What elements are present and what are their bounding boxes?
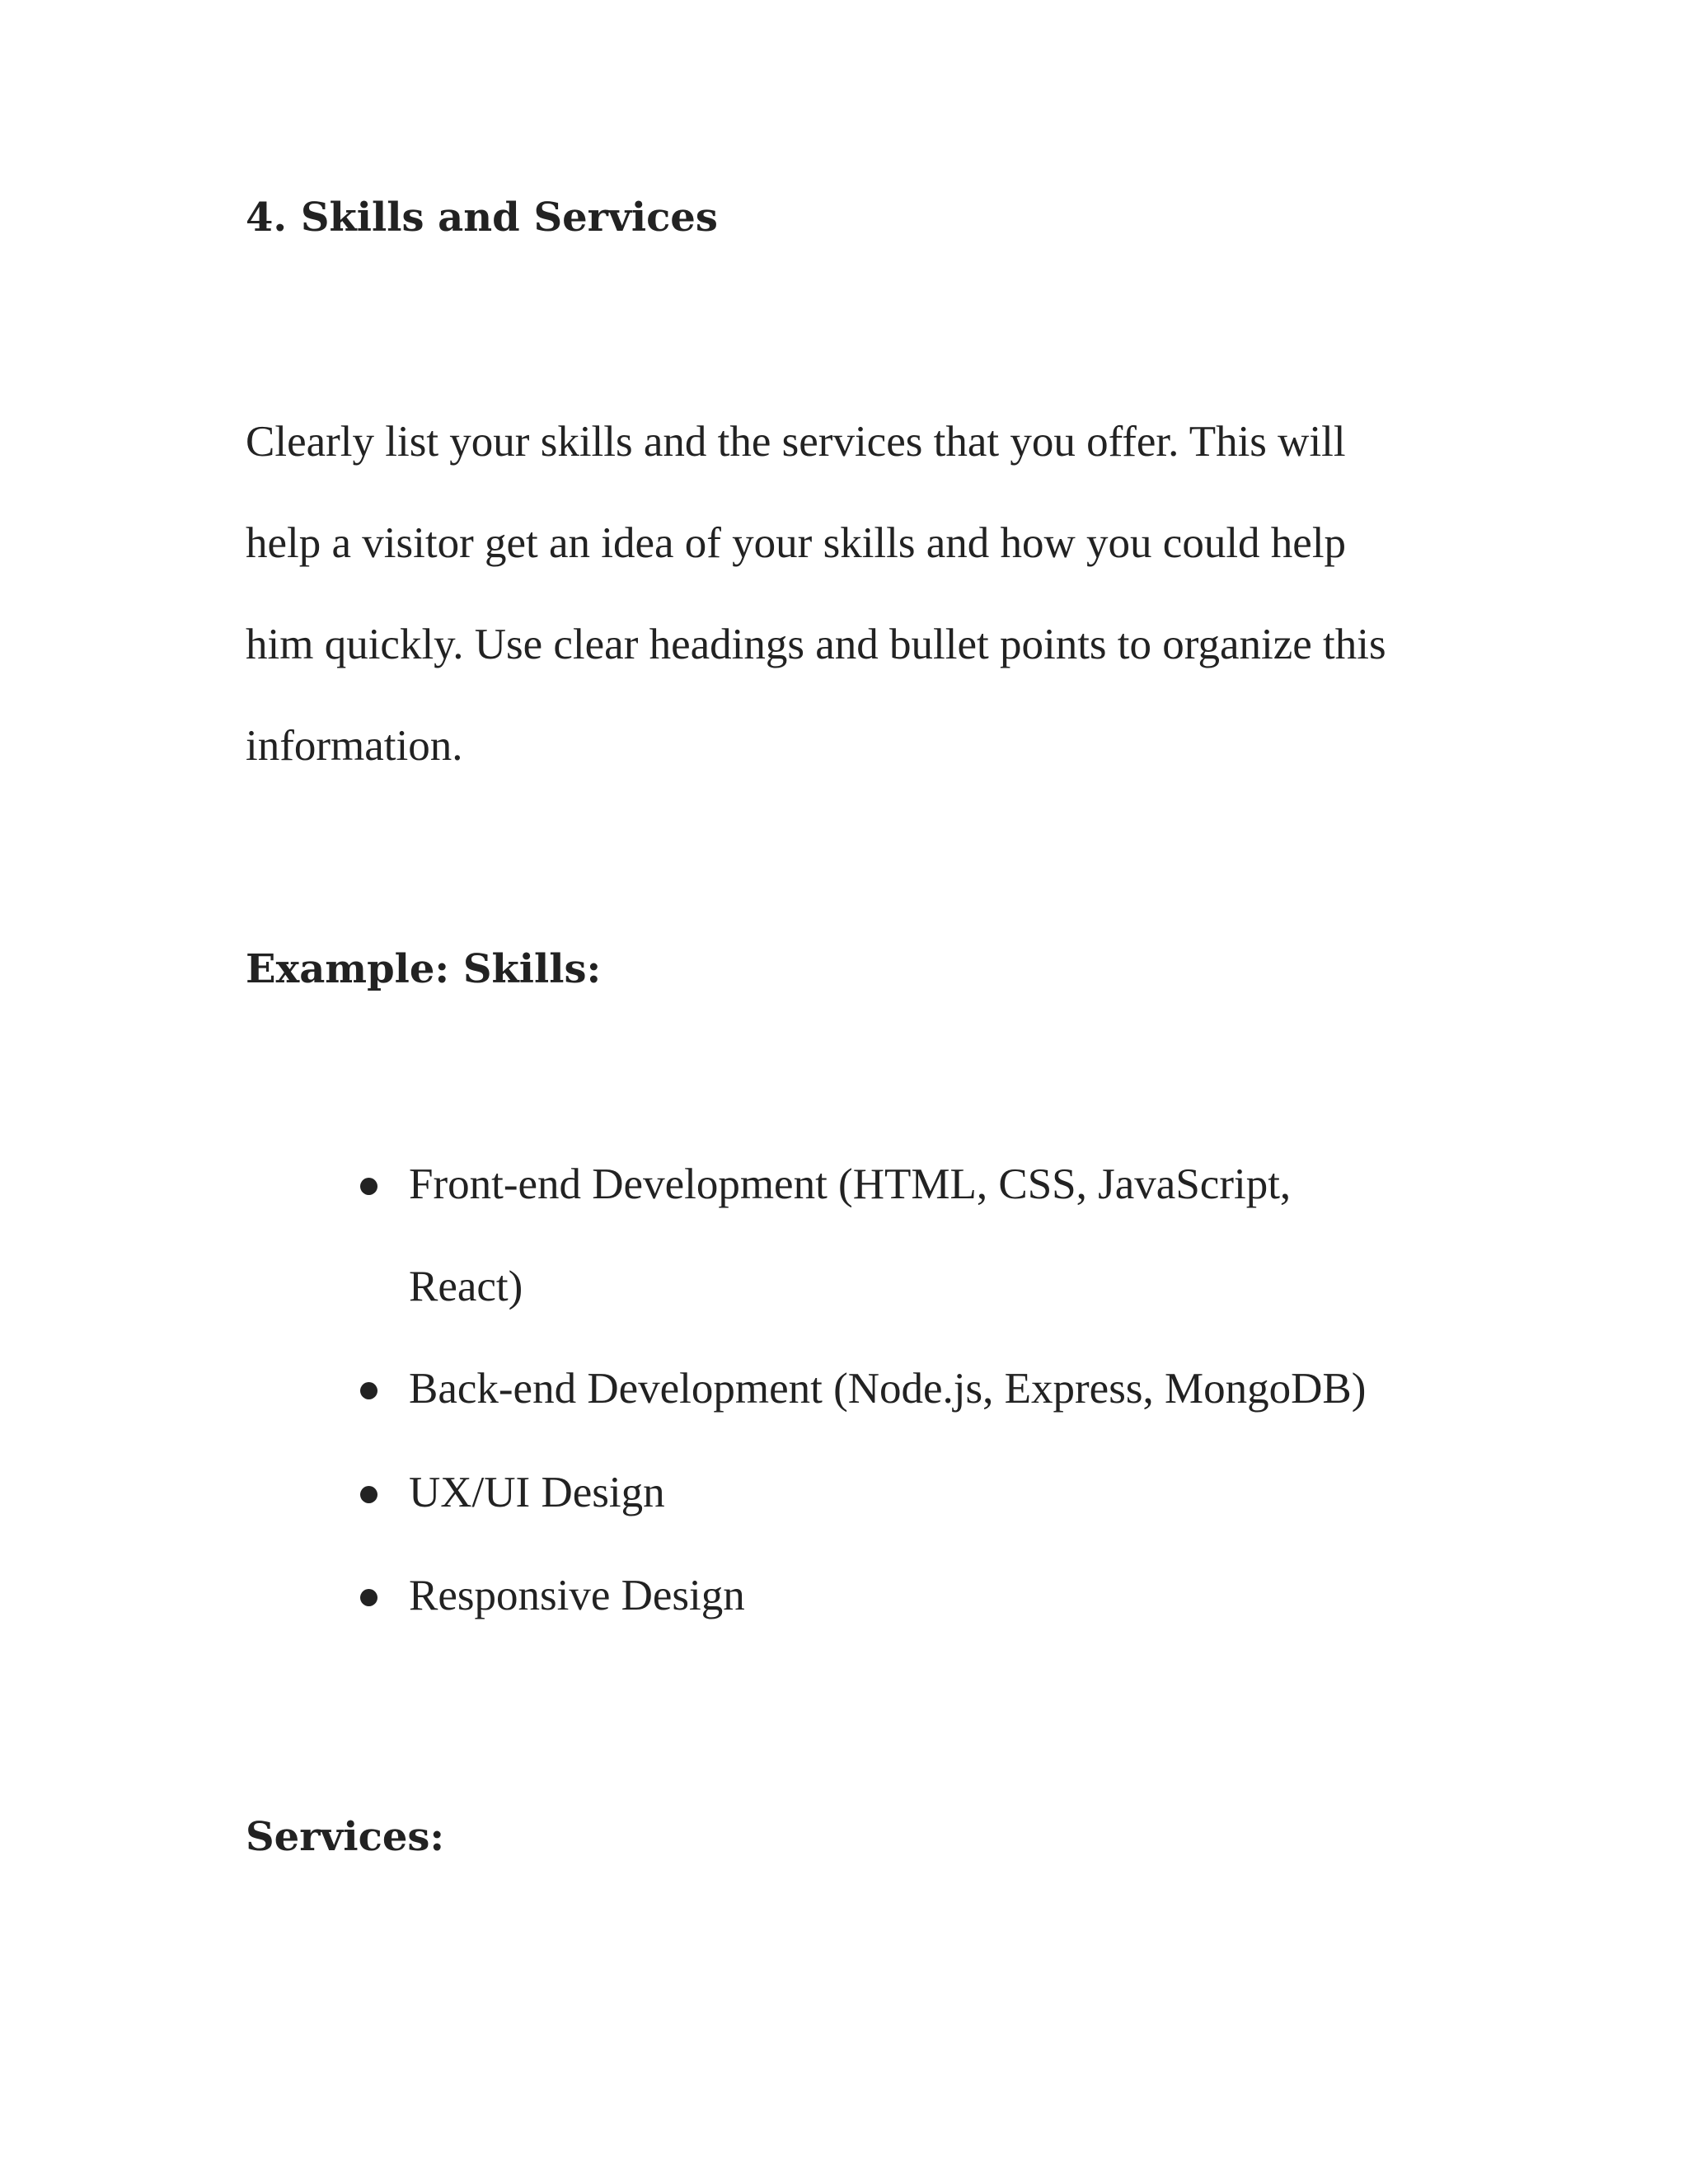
intro-line: him quickly. Use clear headings and bullet points to organize this (246, 621, 1386, 668)
skill-text (409, 1460, 665, 1562)
skill-text (409, 1151, 1291, 1356)
skill-text (409, 1563, 745, 1665)
skill-line: Front-end Development (HTML, CSS, JavaScript, (409, 1160, 1292, 1208)
skill-line: UX/UI Design (409, 1469, 665, 1516)
skill-line: Responsive Design (409, 1572, 745, 1619)
skill-line: Back-end Development (Node.js, Express, MongoDB) (409, 1365, 1367, 1413)
bullet-icon (360, 1178, 377, 1195)
intro-line: information. (246, 722, 463, 770)
intro-line: Clearly list your skills and the services that you offer. This will (246, 418, 1346, 466)
bullet-icon (360, 1589, 377, 1606)
intro-line: help a visitor get an idea of your skills and how you could help (246, 519, 1347, 567)
bullet-icon (360, 1486, 377, 1503)
intro-paragraph (246, 409, 1386, 814)
example-skills-heading: Example: Skills: (246, 946, 602, 992)
section-heading: 4. Skills and Services (246, 194, 718, 241)
skill-text (409, 1356, 1366, 1458)
skill-line: React) (409, 1263, 523, 1310)
bullet-icon (360, 1382, 377, 1399)
services-heading: Services: (246, 1814, 445, 1860)
